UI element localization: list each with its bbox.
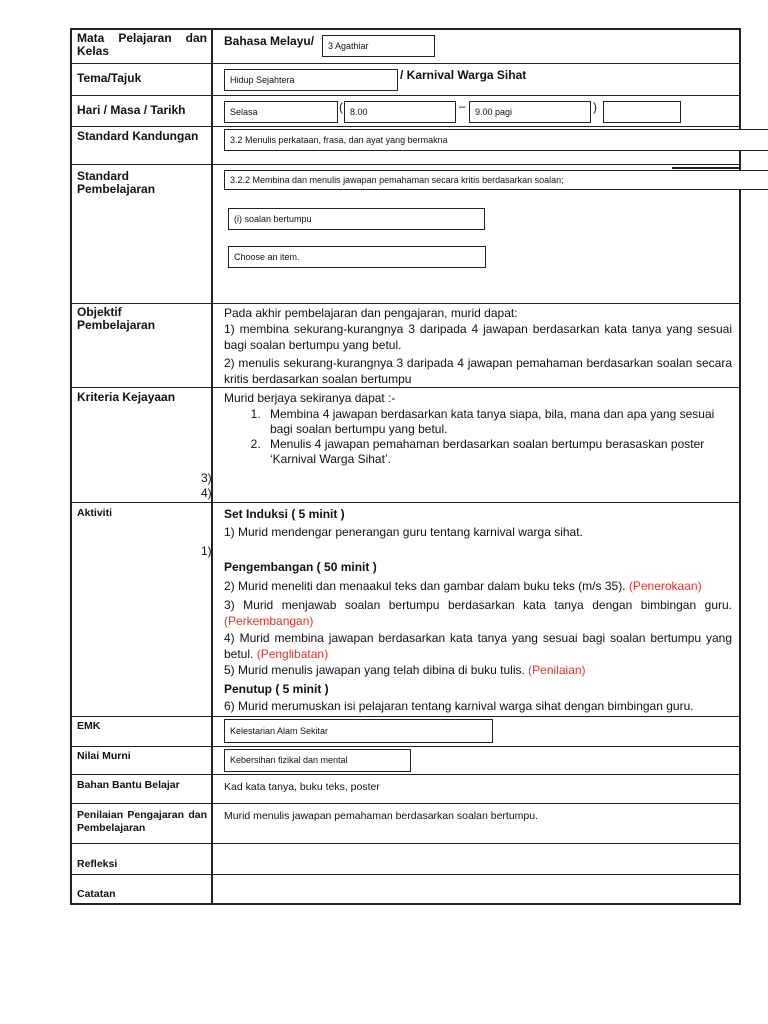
nilai-murni-field[interactable]: Kebersihan fizikal dan mental — [224, 749, 411, 772]
hari-field[interactable]: Selasa — [224, 101, 338, 123]
row-divider — [71, 502, 741, 503]
label-standard-kandungan: Standard Kandungan — [77, 129, 199, 143]
stray-number: 1) — [201, 544, 212, 558]
standard-kandungan-field[interactable]: 3.2 Menulis perkataan, frasa, dan ayat yang bermakna — [224, 129, 768, 151]
table-top-border — [71, 28, 741, 30]
induksi-heading: Set Induksi ( 5 minit ) — [224, 507, 345, 521]
label-emk: EMK — [77, 720, 101, 732]
tema-field[interactable]: Hidup Sejahtera — [224, 69, 398, 91]
tarikh-field[interactable] — [603, 101, 681, 123]
aktiviti-item-5 — [224, 662, 732, 678]
sp-item-dropdown-2[interactable]: Choose an item. — [228, 246, 486, 268]
row-divider — [71, 303, 741, 304]
stray-number: 3) — [201, 471, 212, 485]
row-divider — [71, 874, 741, 875]
aktiviti-item-5-tag: (Penilaian) — [528, 663, 586, 677]
induksi-item-1: 1) Murid mendengar penerangan guru tentang karnival warga sihat. — [224, 525, 583, 539]
kriteria-intro: Murid berjaya sekiranya dapat :- — [224, 391, 396, 405]
pengembangan-heading: Pengembangan ( 50 minit ) — [224, 560, 377, 574]
row-divider — [71, 95, 741, 96]
label-hari: Hari / Masa / Tarikh — [77, 103, 186, 117]
row-divider — [71, 843, 741, 844]
aktiviti-item-5-text: 5) Murid menulis jawapan yang telah dibina di buku tulis. — [224, 663, 529, 677]
label-mata-pelajaran: Mata Pelajaran dan Kelas — [77, 31, 207, 58]
objektif-intro: Pada akhir pembelajaran dan pengajaran, murid dapat: — [224, 306, 518, 320]
row-divider — [71, 126, 741, 127]
sp-item-dropdown-1[interactable]: (i) soalan bertumpu — [228, 208, 485, 230]
label-objektif: Objektif Pembelajaran — [77, 305, 156, 332]
dash: – — [459, 99, 466, 113]
row-divider — [71, 164, 741, 165]
label-aktiviti: Aktiviti — [77, 507, 113, 519]
kelas-field[interactable]: 3 Agathiar — [322, 35, 435, 57]
objektif-item-1: 1) membina sekurang-kurangnya 3 daripada 4 jawapan berdasarkan kata tanya yang sesuai bagi soalan bertumpu yang betul. — [224, 322, 732, 352]
kriteria-item-1: 1. Membina 4 jawapan berdasarkan kata tanya siapa, bila, mana dan apa yang sesuai bagi soalan bertumpu yang betul. — [264, 407, 732, 437]
column-divider — [211, 28, 213, 905]
kriteria-item-2: 2. Menulis 4 jawapan pemahaman berdasarkan soalan bertumpu berasaskan poster ‘Karnival Warga Sihat’. — [264, 437, 732, 467]
standard-pembelajaran-field[interactable]: 3.2.2 Membina dan menulis jawapan pemahaman secara kritis berdasarkan soalan; — [224, 170, 768, 190]
label-bahan-bantu-belajar: Bahan Bantu Belajar — [77, 779, 180, 791]
stray-number: 4) — [201, 486, 212, 500]
label-penilaian: Penilaian Pengajaran dan Pembelajaran — [77, 809, 207, 834]
row-divider — [71, 746, 741, 747]
label-standard-pembelajaran: Standard Pembelajaran — [77, 169, 156, 196]
row-divider — [71, 716, 741, 717]
masa-tamat-field[interactable]: 9.00 pagi — [469, 101, 591, 123]
penutup-heading: Penutup ( 5 minit ) — [224, 682, 329, 696]
label-tema: Tema/Tajuk — [77, 71, 142, 85]
table-right-border — [739, 28, 741, 905]
row-divider — [71, 63, 741, 64]
label-nilai-murni: Nilai Murni — [77, 750, 131, 762]
aktiviti-item-4-text: 4) Murid membina jawapan berdasarkan kata tanya yang sesuai bagi soalan bertumpu yang betul. — [224, 631, 732, 661]
open-paren: ( — [339, 100, 343, 114]
row-divider — [71, 774, 741, 775]
aktiviti-item-4-tag: (Penglibatan) — [256, 647, 329, 661]
aktiviti-item-3-text: 3) Murid menjawab soalan bertumpu berdasarkan kata tanya dengan bimbingan guru. — [224, 598, 732, 612]
close-paren: ) — [593, 100, 597, 114]
label-catatan: Catatan — [77, 888, 116, 900]
label-kriteria: Kriteria Kejayaan — [77, 390, 176, 404]
aktiviti-item-2 — [224, 578, 732, 594]
aktiviti-item-3-tag: (Perkembangan) — [224, 614, 314, 628]
table-bottom-border — [71, 903, 741, 905]
kriteria-list — [224, 407, 732, 467]
label-refleksi: Refleksi — [77, 858, 118, 870]
aktiviti-item-6: 6) Murid merumuskan isi pelajaran tentang karnival warga sihat dengan bimbingan guru. — [224, 699, 694, 713]
objektif-item-2: 2) menulis sekurang-kurangnya 3 daripada 4 jawapan pemahaman berdasarkan soalan secara kritis berdasarkan soalan bertumpu — [224, 356, 732, 386]
penilaian-text: Murid menulis jawapan pemahaman berdasarkan soalan bertumpu. — [224, 810, 539, 822]
bahan-bantu-belajar-text: Kad kata tanya, buku teks, poster — [224, 781, 380, 793]
table-left-border — [70, 28, 72, 905]
aktiviti-item-4 — [224, 630, 732, 662]
row-divider — [71, 803, 741, 804]
emk-field[interactable]: Kelestarian Alam Sekitar — [224, 719, 493, 743]
aktiviti-item-3 — [224, 597, 732, 629]
row-divider-stub — [672, 167, 740, 169]
row-divider — [71, 387, 741, 388]
tajuk-text: / Karnival Warga Sihat — [400, 68, 527, 82]
masa-mula-field[interactable]: 8.00 — [344, 101, 456, 123]
aktiviti-item-2-text: 2) Murid meneliti dan menaakul teks dan gambar dalam buku teks (m/s 35). — [224, 579, 629, 593]
subject-prefix: Bahasa Melayu/ — [224, 34, 315, 48]
aktiviti-item-2-tag: (Penerokaan) — [628, 579, 702, 593]
